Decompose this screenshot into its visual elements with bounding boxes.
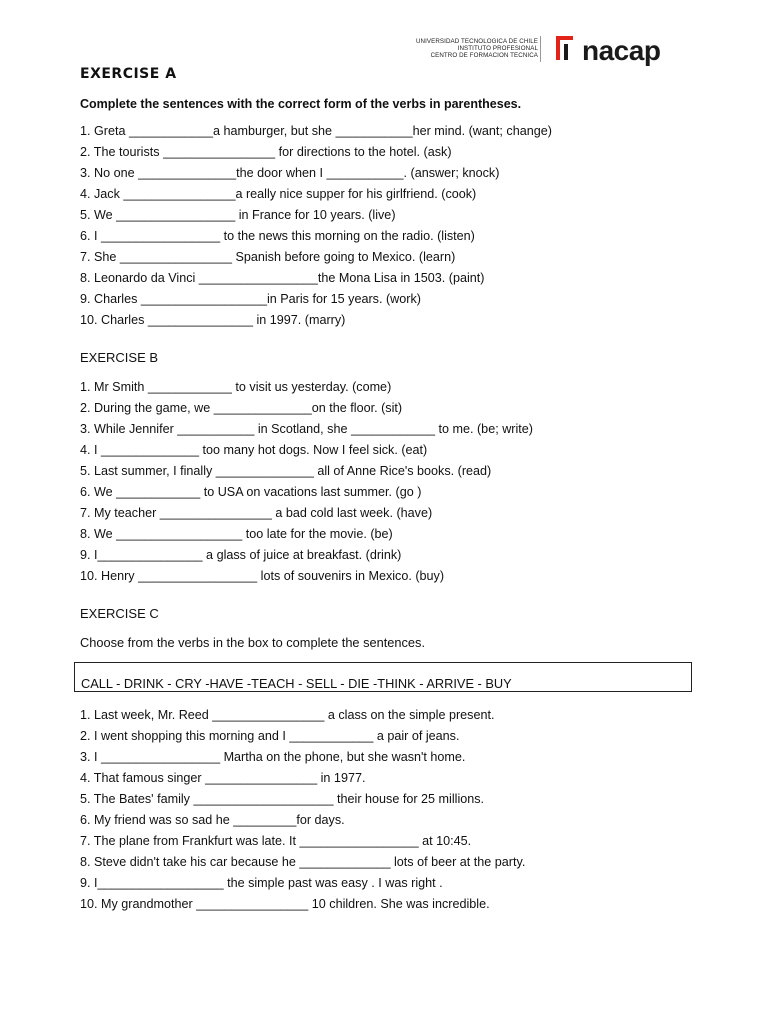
exercise-c-title: EXERCISE C: [80, 606, 159, 621]
list-item: 8. Leonardo da Vinci _________________the Mona Lisa in 1503. (paint): [80, 271, 485, 285]
list-item: 2. I went shopping this morning and I ____________ a pair of jeans.: [80, 729, 460, 743]
verb-box-text: CALL - DRINK - CRY -HAVE -TEACH - SELL - DIE -THINK - ARRIVE - BUY: [81, 676, 512, 691]
list-item: 4. I ______________ too many hot dogs. Now I feel sick. (eat): [80, 443, 428, 457]
institution-text: [388, 38, 538, 60]
list-item: 10. My grandmother ________________ 10 children. She was incredible.: [80, 897, 490, 911]
list-item: 10. Charles _______________ in 1997. (marry): [80, 313, 346, 327]
exercise-c-list: [80, 705, 525, 915]
list-item: 5. Last summer, I finally ______________ all of Anne Rice's books. (read): [80, 464, 492, 478]
list-item: 5. We _________________ in France for 10 years. (live): [80, 208, 396, 222]
list-item: 9. Charles __________________in Paris for 15 years. (work): [80, 292, 421, 306]
institution-line: CENTRO DE FORMACION TECNICA: [430, 52, 538, 60]
header-divider: [540, 36, 541, 62]
list-item: 4. Jack ________________a really nice supper for his girlfriend. (cook): [80, 187, 477, 201]
exercise-c-instruction: Choose from the verbs in the box to complete the sentences.: [80, 635, 425, 650]
exercise-a-list: [80, 121, 552, 331]
list-item: 7. The plane from Frankfurt was late. It _________________ at 10:45.: [80, 834, 472, 848]
list-item: 7. She ________________ Spanish before going to Mexico. (learn): [80, 250, 456, 264]
exercise-a-title: EXERCISE A: [80, 66, 177, 82]
list-item: 9. I_______________ a glass of juice at breakfast. (drink): [80, 548, 402, 562]
list-item: 1. Greta ____________a hamburger, but she ___________her mind. (want; change): [80, 124, 552, 138]
list-item: 1. Mr Smith ____________ to visit us yesterday. (come): [80, 380, 392, 394]
inacap-logo: [556, 34, 660, 66]
exercise-b-title: EXERCISE B: [80, 350, 159, 365]
institution-line: INSTITUTO PROFESIONAL: [457, 45, 538, 53]
list-item: 7. My teacher ________________ a bad cold last week. (have): [80, 506, 433, 520]
list-item: 5. The Bates' family ____________________ their house for 25 millions.: [80, 792, 485, 806]
logo-text: nacap: [582, 35, 661, 66]
list-item: 6. I _________________ to the news this morning on the radio. (listen): [80, 229, 475, 243]
list-item: 6. We ____________ to USA on vacations last summer. (go ): [80, 485, 422, 499]
exercise-a-instruction: Complete the sentences with the correct form of the verbs in parentheses.: [80, 97, 522, 111]
institution-line: UNIVERSIDAD TECNOLOGICA DE CHILE: [415, 38, 538, 45]
list-item: 2. The tourists ________________ for directions to the hotel. (ask): [80, 145, 452, 159]
list-item: 8. Steve didn't take his car because he _____________ lots of beer at the party.: [80, 855, 526, 869]
logo-mark-icon: [556, 34, 582, 62]
list-item: 3. No one ______________the door when I ___________. (answer; knock): [80, 166, 500, 180]
list-item: 1. Last week, Mr. Reed ________________ a class on the simple present.: [80, 708, 495, 722]
list-item: 3. While Jennifer ___________ in Scotland, she ____________ to me. (be; write): [80, 422, 533, 436]
list-item: 8. We __________________ too late for the movie. (be): [80, 527, 393, 541]
verb-box: [74, 662, 692, 692]
list-item: 10. Henry _________________ lots of souvenirs in Mexico. (buy): [80, 569, 445, 583]
exercise-b-list: [80, 377, 533, 587]
list-item: 3. I _________________ Martha on the phone, but she wasn't home.: [80, 750, 466, 764]
list-item: 4. That famous singer ________________ in 1977.: [80, 771, 366, 785]
list-item: 2. During the game, we ______________on the floor. (sit): [80, 401, 403, 415]
list-item: 9. I__________________ the simple past was easy . I was right .: [80, 876, 443, 890]
list-item: 6. My friend was so sad he _________for days.: [80, 813, 345, 827]
